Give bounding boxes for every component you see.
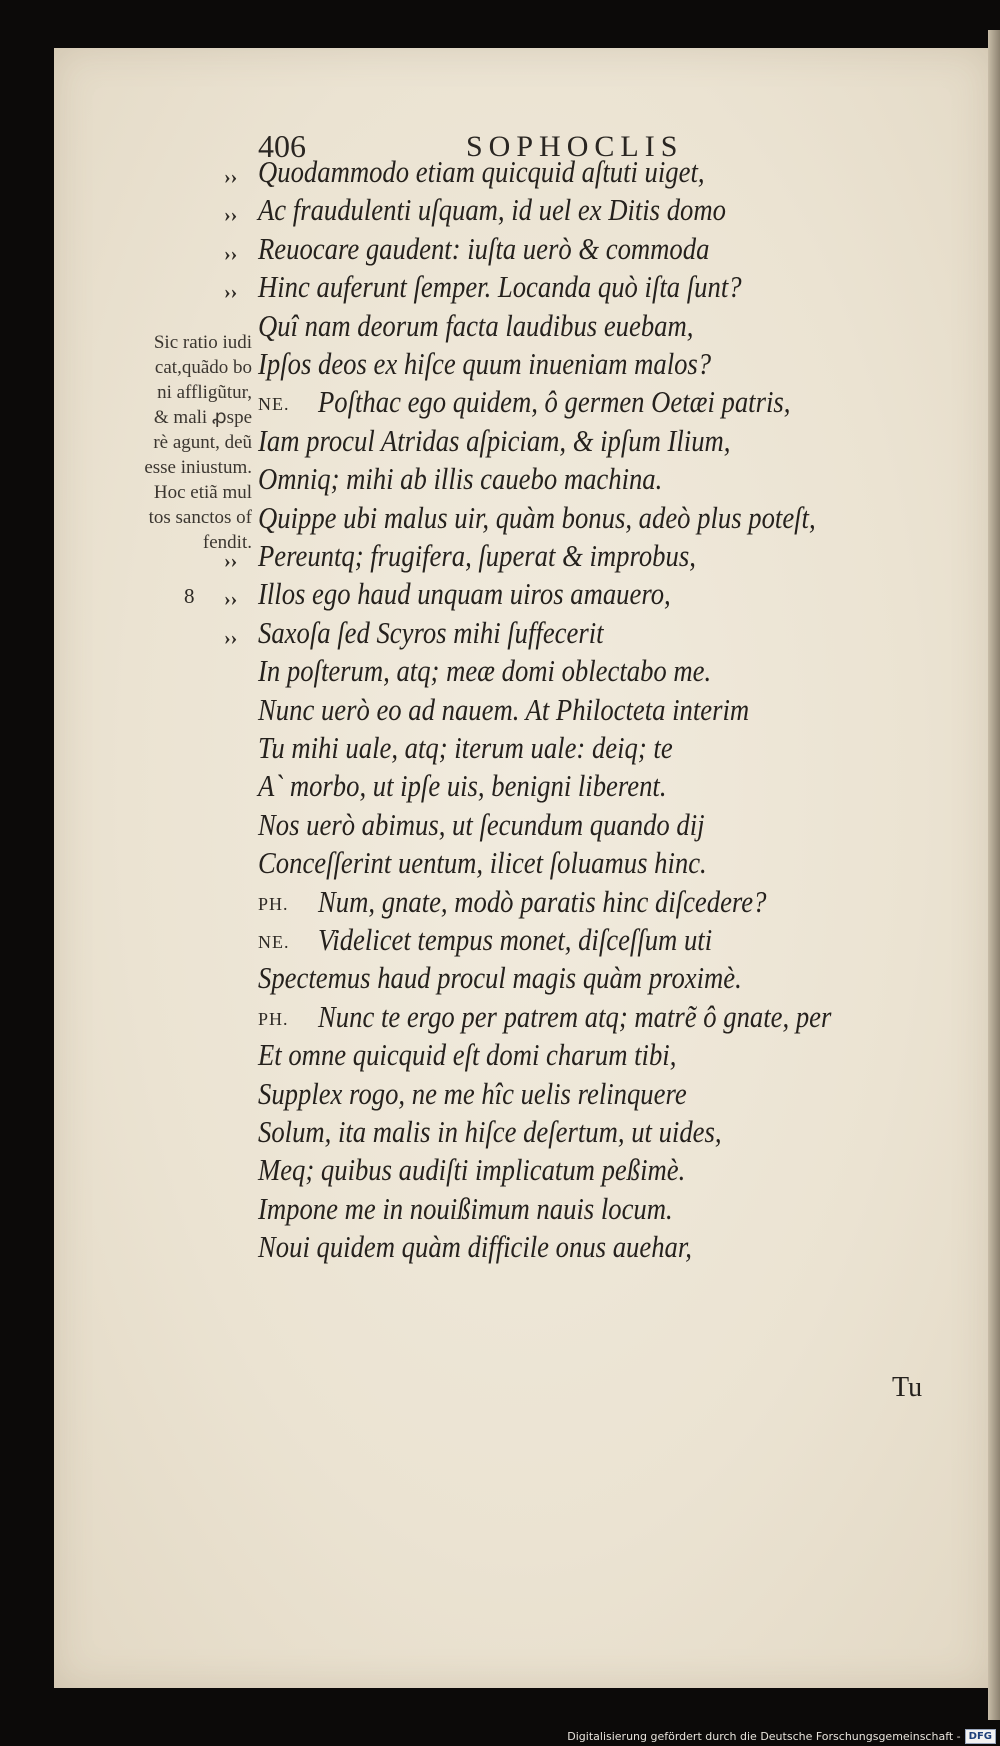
verse-line: Quippe ubi malus uir, quàm bonus, adeò plus poteſt, xyxy=(258,499,816,535)
verse-line: Conceſſerint uentum, ilicet ſoluamus hinc. xyxy=(258,845,707,881)
marginal-note-line: esse iniustum. xyxy=(144,457,252,478)
marginal-note-line: tos sanctos of xyxy=(148,507,252,528)
verse-line: Omniq; mihi ab illis cauebo machina. xyxy=(258,461,663,497)
marginal-note-line: ni affligũtur, xyxy=(157,382,252,403)
quotation-mark: ›› xyxy=(224,204,238,227)
text-line xyxy=(0,692,1000,732)
verse-line: Saxoſa ſed Scyros mihi ſuffecerit xyxy=(258,614,604,650)
speaker-label: PH. xyxy=(258,1008,289,1029)
verse-line: Impone me in nouißimum nauis locum. xyxy=(258,1190,673,1226)
verse-line: Nos uerò abimus, ut ſecundum quando dij xyxy=(258,806,705,842)
verse-line: Quodammodo etiam quicquid aſtuti uiget, xyxy=(258,154,705,189)
speaker-label: PH. xyxy=(258,893,289,914)
verse-line: Num, gnate, modò paratis hinc diſcedere? xyxy=(318,883,767,919)
text-line xyxy=(0,807,1000,847)
text-line xyxy=(0,1114,1000,1154)
text-line xyxy=(0,308,1000,348)
text-line xyxy=(0,730,1000,770)
text-line xyxy=(0,154,1000,194)
verse-line: Meq; quibus audiſti implicatum peßimè. xyxy=(258,1152,686,1188)
verse-line: Pereuntq; frugifera, ſuperat & improbus, xyxy=(258,538,696,573)
text-line xyxy=(0,576,1000,616)
verse-line: Quî nam deorum facta laudibus euebam, xyxy=(258,307,694,343)
text-line xyxy=(0,1229,1000,1269)
verse-line: Nunc uerò eo ad nauem. At Philocteta interim xyxy=(258,691,750,727)
verse-line: A` morbo, ut ipſe uis, benigni liberent. xyxy=(258,768,667,804)
verse-line: Hinc auferunt ſemper. Locanda quò iſta ſunt? xyxy=(258,269,742,305)
quotation-mark: ›› xyxy=(224,626,238,649)
verse-line: Videlicet tempus monet, diſceſſum uti xyxy=(318,922,713,957)
text-line xyxy=(0,884,1000,924)
verse-line: Spectemus haud procul magis quàm proximè. xyxy=(258,960,742,996)
verse-line: Illos ego haud unquam uiros amauero, xyxy=(258,576,671,612)
speaker-label: NE. xyxy=(258,932,290,952)
marginal-note-line: & mali ꝓspe xyxy=(153,407,252,428)
quotation-mark: ›› xyxy=(224,588,238,611)
marginal-note-line: Sic ratio iudi xyxy=(153,332,252,353)
verse-line: Iam procul Atridas aſpiciam, & ipſum Ilium, xyxy=(258,422,731,458)
dfg-logo: DFG xyxy=(965,1729,996,1744)
text-line xyxy=(0,384,1000,424)
text-line xyxy=(0,269,1000,309)
verse-line: Poſthac ego quidem, ô germen Oetæi patris, xyxy=(318,384,791,420)
footer-text: Digitalisierung gefördert durch die Deutsche Forschungsgemeinschaft - xyxy=(567,1730,961,1743)
verse-line: Nunc te ergo per patrem atq; matrẽ ô gnate, per xyxy=(318,998,832,1034)
verse-line: Ac fraudulenti uſquam, id uel ex Ditis domo xyxy=(258,192,726,228)
marginal-note-line: Hoc etiã mul xyxy=(153,482,252,503)
speaker-label: NE. xyxy=(258,394,290,415)
verse-line: Tu mihi uale, atq; iterum uale: deiq; te xyxy=(258,730,673,765)
text-line xyxy=(0,960,1000,1000)
text-line xyxy=(0,423,1000,463)
text-line xyxy=(0,1037,1000,1077)
marginal-number: 8 xyxy=(184,584,195,608)
text-line xyxy=(0,922,1000,962)
text-line xyxy=(0,1152,1000,1192)
text-line xyxy=(0,845,1000,885)
verse-line: Reuocare gaudent: iuſta uerò & commoda xyxy=(258,230,710,266)
running-head: SOPHOCLIS xyxy=(466,130,684,163)
digitization-footer xyxy=(567,1729,996,1744)
text-line xyxy=(0,653,1000,693)
page-number: 406 xyxy=(258,128,306,164)
verse-line: Et omne quicquid eſt domi charum tibi, xyxy=(258,1037,677,1073)
verse-line: In poſterum, atq; meæ domi oblectabo me. xyxy=(258,653,712,689)
marginal-note-line: rè agunt, deũ xyxy=(153,432,252,453)
text-line xyxy=(0,615,1000,655)
verse-line: Supplex rogo, ne me hîc uelis relinquere xyxy=(258,1075,687,1111)
catchword: Tu xyxy=(892,1372,923,1403)
verse-line: Noui quidem quàm difficile onus auehar, xyxy=(258,1229,692,1265)
quotation-mark: ›› xyxy=(224,281,238,304)
text-line xyxy=(0,999,1000,1039)
text-line xyxy=(0,500,1000,540)
quotation-mark: ›› xyxy=(224,242,238,265)
text-line xyxy=(0,768,1000,808)
text-line xyxy=(0,192,1000,232)
text-line xyxy=(0,461,1000,501)
text-line xyxy=(0,346,1000,386)
marginal-note-line: cat,quãdo bo xyxy=(154,357,252,378)
text-line xyxy=(0,231,1000,271)
quotation-mark: ›› xyxy=(224,550,238,572)
text-line xyxy=(0,1191,1000,1231)
quotation-mark: ›› xyxy=(224,166,238,188)
verse-line: Ipſos deos ex hiſce quum inueniam malos? xyxy=(258,346,712,381)
verse-line: Solum, ita malis in hiſce deſertum, ut uides, xyxy=(258,1114,722,1149)
text-line xyxy=(0,538,1000,578)
marginal-note-line: fendit. xyxy=(202,532,252,553)
text-line xyxy=(0,1076,1000,1116)
